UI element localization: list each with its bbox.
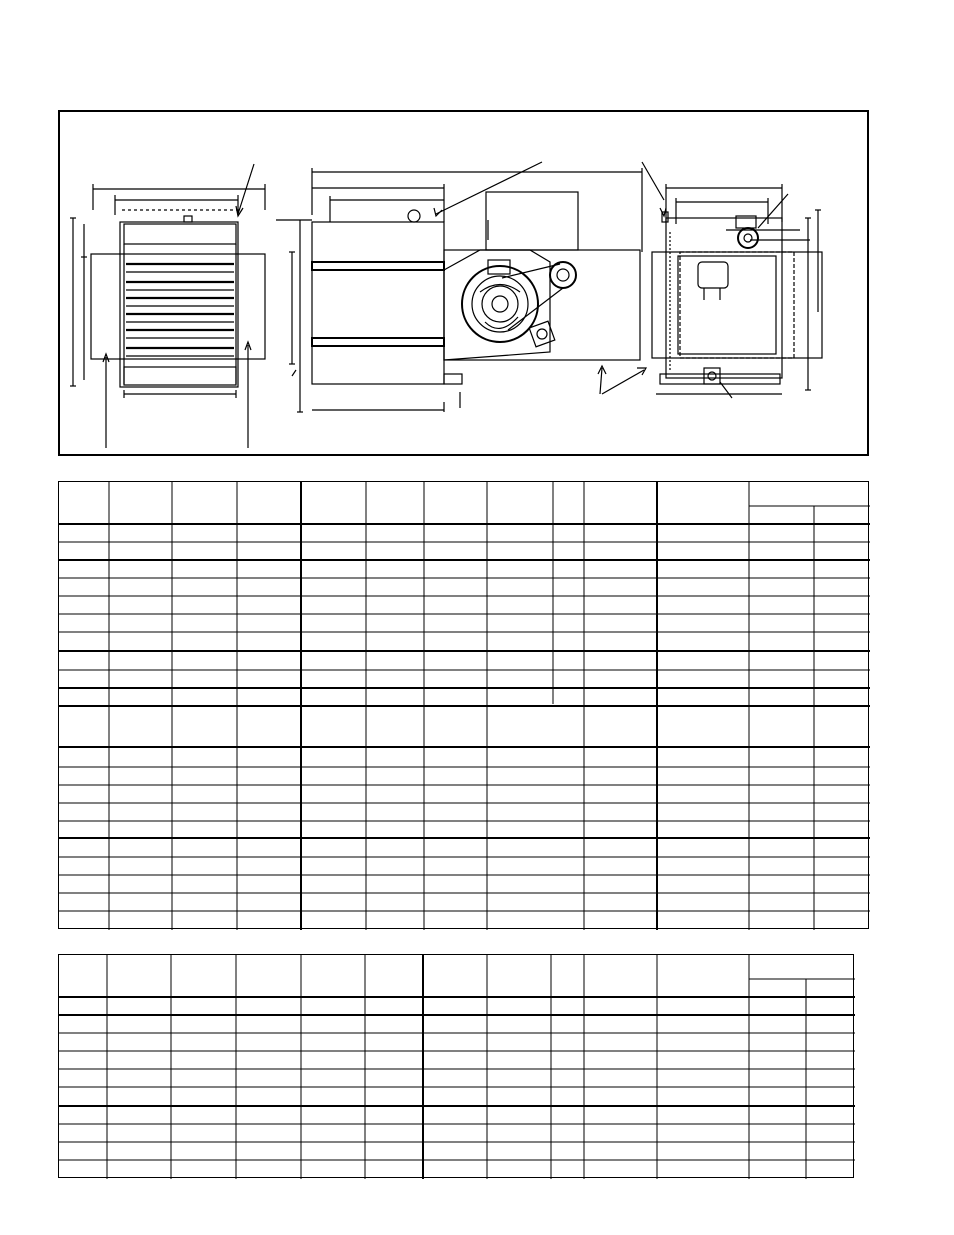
dimension-table-2 [58,954,854,1178]
front-view [70,164,265,448]
dimension-table-1 [58,481,869,929]
side-view [276,162,646,412]
rear-view [642,162,822,398]
dimension-drawing-figure [58,110,869,456]
